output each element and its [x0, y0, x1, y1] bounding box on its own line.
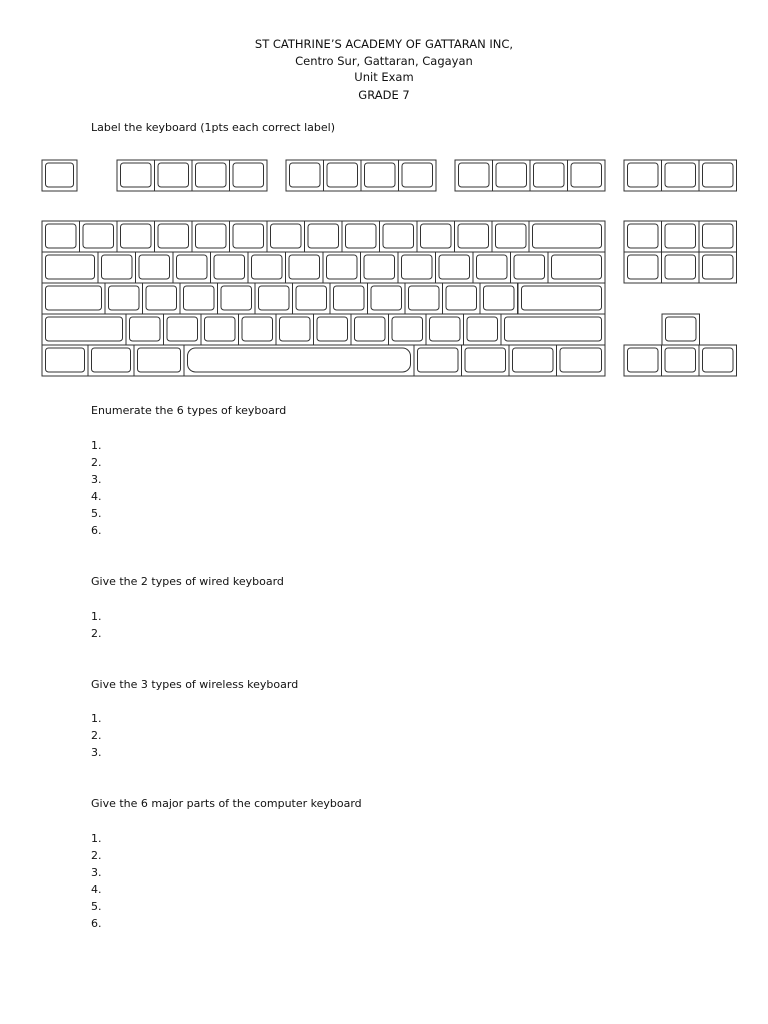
keyboard-key: [662, 252, 700, 283]
keyboard-key: [624, 221, 662, 252]
keyboard-key: [323, 252, 361, 283]
keyboard-key: [134, 345, 184, 376]
answer-number: 3.: [91, 473, 102, 486]
keyboard-key: [230, 160, 268, 191]
answer-number: 6.: [91, 524, 102, 537]
keyboard-key: [293, 283, 331, 314]
keyboard-key: [699, 221, 737, 252]
keyboard-key: [509, 345, 557, 376]
keyboard-key: [239, 314, 277, 345]
keyboard-key: [342, 221, 380, 252]
keyboard-key: [361, 160, 399, 191]
keyboard-key: [42, 221, 80, 252]
keyboard-key: [417, 221, 455, 252]
question-prompt: Enumerate the 6 types of keyboard: [91, 404, 287, 417]
answer-number: 3.: [91, 746, 102, 759]
keyboard-key: [624, 252, 662, 283]
keyboard-key: [455, 160, 493, 191]
keyboard-key: [436, 252, 474, 283]
school-name: ST CATHRINE’S ACADEMY OF GATTARAN INC,: [254, 37, 514, 51]
keyboard-instruction: Label the keyboard (1pts each correct label): [91, 121, 335, 134]
keyboard-key: [399, 160, 437, 191]
school-address: Centro Sur, Gattaran, Cagayan: [295, 54, 473, 68]
keyboard-key: [192, 160, 230, 191]
answer-number: 2.: [91, 456, 102, 469]
keyboard-key: [211, 252, 249, 283]
keyboard-key: [218, 283, 256, 314]
keyboard-key: [201, 314, 239, 345]
question-prompt: Give the 6 major parts of the computer keyboard: [91, 797, 362, 810]
keyboard-key: [443, 283, 481, 314]
answer-number: 2.: [91, 729, 102, 742]
keyboard-key: [136, 252, 174, 283]
answer-number: 3.: [91, 866, 102, 879]
keyboard-key: [398, 252, 436, 283]
keyboard-key: [117, 160, 155, 191]
answer-number: 2.: [91, 849, 102, 862]
answer-number: 1.: [91, 439, 102, 452]
keyboard-key: [267, 221, 305, 252]
keyboard-key: [42, 314, 126, 345]
keyboard-key: [493, 160, 531, 191]
answer-number: 5.: [91, 900, 102, 913]
keyboard-key: [117, 221, 155, 252]
answer-number: 1.: [91, 832, 102, 845]
keyboard-key: [180, 283, 218, 314]
keyboard-key: [530, 160, 568, 191]
keyboard-key: [351, 314, 389, 345]
keyboard-key: [143, 283, 181, 314]
keyboard-key: [324, 160, 362, 191]
keyboard-key: [624, 160, 662, 191]
answer-number: 1.: [91, 712, 102, 725]
keyboard-key: [455, 221, 493, 252]
keyboard-key: [568, 160, 606, 191]
keyboard-key: [662, 345, 700, 376]
keyboard-key: [276, 314, 314, 345]
keyboard-key: [662, 221, 700, 252]
answer-number: 6.: [91, 917, 102, 930]
keyboard-key: [405, 283, 443, 314]
keyboard-spacebar: [184, 345, 414, 376]
answer-number: 5.: [91, 507, 102, 520]
keyboard-key: [173, 252, 211, 283]
keyboard-key: [492, 221, 530, 252]
keyboard-key: [155, 160, 193, 191]
keyboard-key: [98, 252, 136, 283]
keyboard-key: [105, 283, 143, 314]
keyboard-key: [80, 221, 118, 252]
keyboard-key: [126, 314, 164, 345]
keyboard-key: [480, 283, 518, 314]
keyboard-key: [473, 252, 511, 283]
keyboard-key: [699, 160, 737, 191]
keyboard-key: [42, 283, 105, 314]
keyboard-key: [699, 252, 737, 283]
keyboard-key: [255, 283, 293, 314]
answer-number: 2.: [91, 627, 102, 640]
keyboard-key: [529, 221, 605, 252]
keyboard-key: [389, 314, 427, 345]
keyboard-key: [426, 314, 464, 345]
keyboard-key: [414, 345, 462, 376]
keyboard-key: [511, 252, 549, 283]
keyboard-key: [624, 345, 662, 376]
keyboard-key: [330, 283, 368, 314]
answer-number: 4.: [91, 490, 102, 503]
keyboard-key: [305, 221, 343, 252]
keyboard-key: [464, 314, 502, 345]
grade-level: GRADE 7: [358, 88, 410, 102]
keyboard-key: [42, 252, 98, 283]
keyboard-key: [192, 221, 230, 252]
keyboard-key: [380, 221, 418, 252]
keyboard-key: [462, 345, 510, 376]
keyboard-key: [286, 252, 324, 283]
keyboard-key: [361, 252, 399, 283]
keyboard-key: [286, 160, 324, 191]
keyboard-key: [662, 160, 700, 191]
keyboard-key: [42, 345, 88, 376]
keyboard-key: [518, 283, 605, 314]
answer-number: 4.: [91, 883, 102, 896]
keyboard-diagram: [0, 0, 768, 400]
keyboard-key: [155, 221, 193, 252]
keyboard-key: [557, 345, 606, 376]
keyboard-key: [548, 252, 605, 283]
keyboard-key: [699, 345, 737, 376]
keyboard-key: [42, 160, 77, 191]
keyboard-key: [368, 283, 406, 314]
keyboard-key: [164, 314, 202, 345]
keyboard-key: [314, 314, 352, 345]
exam-title: Unit Exam: [354, 70, 414, 84]
question-prompt: Give the 2 types of wired keyboard: [91, 575, 284, 588]
keyboard-key: [662, 314, 700, 345]
keyboard-key: [88, 345, 134, 376]
keyboard-key: [230, 221, 268, 252]
keyboard-key: [501, 314, 605, 345]
answer-number: 1.: [91, 610, 102, 623]
keyboard-key: [248, 252, 286, 283]
question-prompt: Give the 3 types of wireless keyboard: [91, 678, 299, 691]
